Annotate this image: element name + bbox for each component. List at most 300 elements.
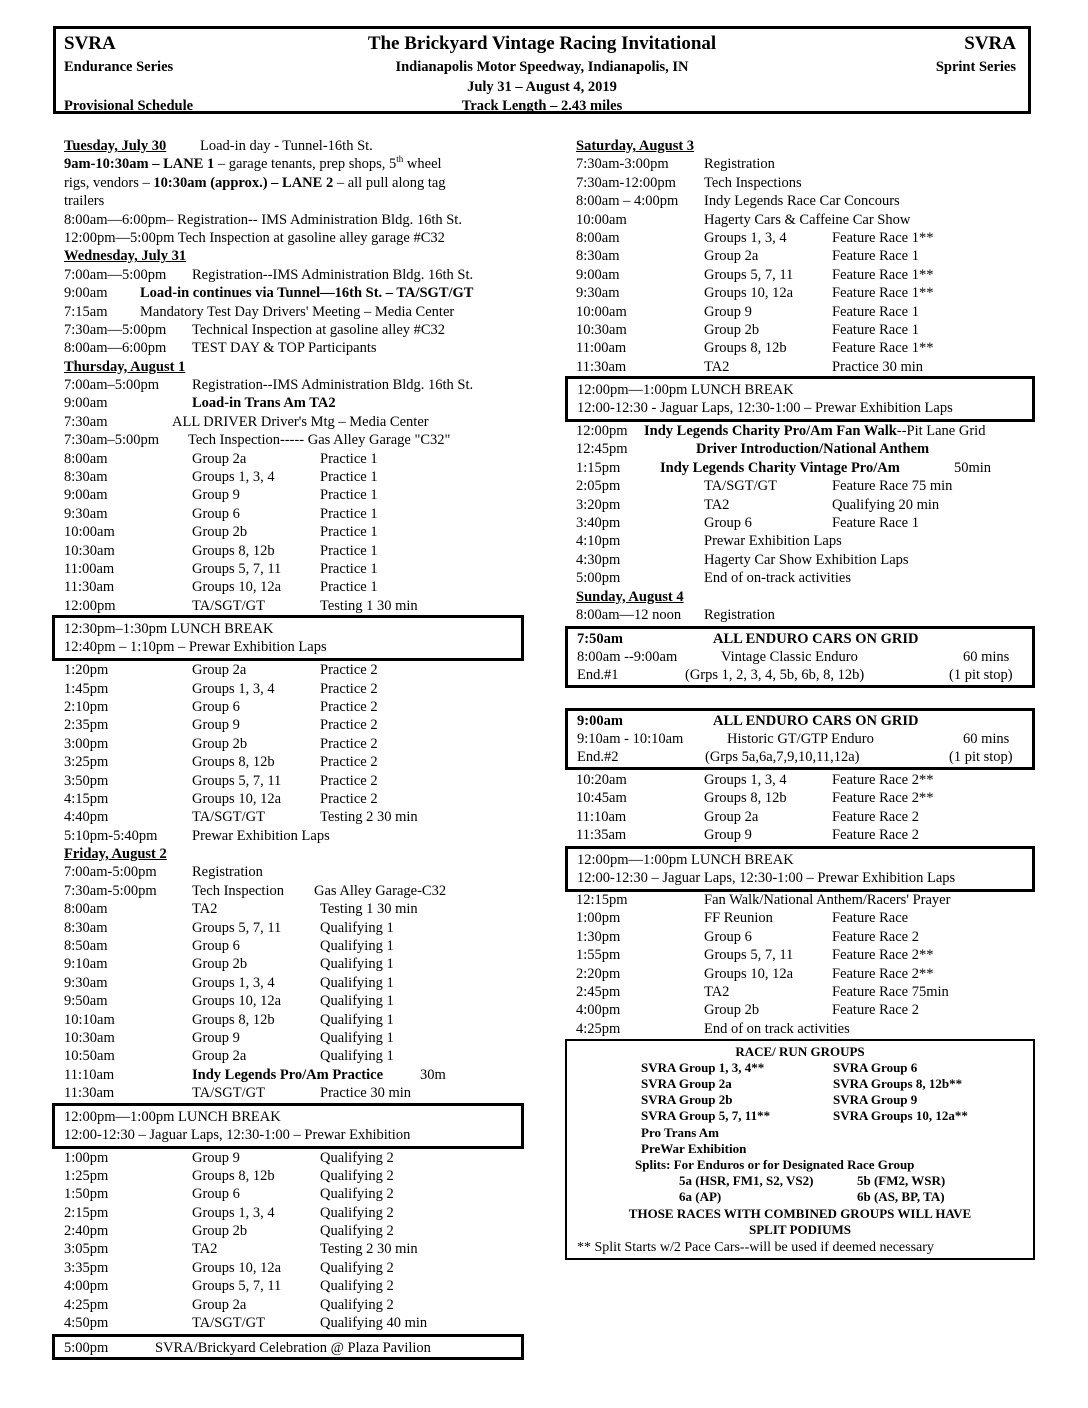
sunday-session-time: 2:20pm bbox=[576, 965, 621, 982]
thursday-session-session: Practice 1 bbox=[320, 450, 378, 467]
thursday-session-group: Groups 5, 7, 11 bbox=[192, 560, 282, 577]
sunday-session-session: Feature Race 75min bbox=[832, 983, 949, 1000]
wednesday-time: 8:00am—6:00pm bbox=[64, 340, 167, 357]
splits-label: Splits: For Enduros or for Designated Race Group bbox=[635, 1157, 915, 1172]
enduro1-grid-text: ALL ENDURO CARS ON GRID bbox=[713, 631, 919, 647]
friday-session-row bbox=[64, 900, 534, 918]
thursday-info-group: Registration--IMS Administration Bldg. 16th St. bbox=[192, 377, 474, 394]
saturday-session-group: Groups 10, 12a bbox=[704, 285, 794, 302]
friday-session-session: 30m bbox=[420, 1066, 446, 1083]
enduro2-duration: 60 mins bbox=[963, 731, 1010, 747]
friday-session-time: 1:25pm bbox=[64, 1167, 109, 1184]
thursday-session-time: 10:30am bbox=[64, 542, 115, 559]
friday-session-group: Groups 10, 12a bbox=[192, 993, 282, 1010]
saturday-session-row bbox=[576, 339, 1036, 357]
right-series-title: SVRA bbox=[964, 33, 1016, 54]
sunday-session-group: Group 2b bbox=[704, 1002, 760, 1019]
enduro2-name: Historic GT/GTP Enduro bbox=[727, 731, 874, 747]
friday-session-session: Qualifying 1 bbox=[320, 938, 394, 955]
thursday-session-group: Group 6 bbox=[192, 505, 240, 522]
friday-lunch-box bbox=[52, 1103, 524, 1149]
sunday-session-group: Group 2a bbox=[704, 808, 759, 825]
sunday-session-time: 11:35am bbox=[576, 827, 627, 844]
friday-session-group: Group 2a bbox=[192, 1048, 247, 1065]
saturday-session-time: 8:30am bbox=[576, 248, 620, 265]
thursday-info-group: Tech Inspection----- Gas Alley Garage "C32" bbox=[188, 432, 451, 449]
saturday-session-time: 8:00am bbox=[576, 229, 620, 246]
friday-session-time: 4:50pm bbox=[64, 1315, 109, 1332]
thursday-session-session: Practice 1 bbox=[320, 487, 378, 504]
friday-session-row bbox=[64, 1222, 534, 1240]
friday-session-group: Groups 5, 7, 11 bbox=[192, 919, 282, 936]
thursday-session-row bbox=[64, 753, 534, 771]
race-groups-title: RACE/ RUN GROUPS bbox=[735, 1044, 865, 1059]
friday-session-session: Qualifying 2 bbox=[320, 1278, 394, 1295]
thursday-session-group: Groups 1, 3, 4 bbox=[192, 680, 275, 697]
thursday-session-time: 9:00am bbox=[64, 487, 108, 504]
sunday-session-session: Feature Race 2 bbox=[832, 808, 919, 825]
saturday-session-row bbox=[576, 192, 1036, 210]
sunday-session-row bbox=[576, 909, 1036, 927]
saturday-session-group: Groups 8, 12b bbox=[704, 340, 787, 357]
thursday-session-group: Group 2a bbox=[192, 450, 247, 467]
saturday-session-row bbox=[576, 155, 1036, 173]
right-column bbox=[576, 137, 1036, 376]
celebration-time: 5:00pm bbox=[64, 1340, 109, 1356]
thursday-session-row bbox=[64, 560, 534, 578]
friday-info-group: Registration bbox=[192, 864, 263, 881]
sunday-session-group: End of on track activities bbox=[704, 1020, 850, 1037]
friday-session-group: Groups 1, 3, 4 bbox=[192, 974, 275, 991]
saturday-session-row bbox=[576, 284, 1036, 302]
friday-session-row bbox=[64, 1029, 534, 1047]
sunday-morning-races bbox=[576, 771, 1036, 845]
friday-session-session: Qualifying 1 bbox=[320, 919, 394, 936]
sunday-session-group: Groups 5, 7, 11 bbox=[704, 947, 794, 964]
saturday-session-time: 4:30pm bbox=[576, 551, 621, 568]
lane2-text: rigs, vendors – 10:30am (approx.) – LANE 2 – all pull along tag bbox=[64, 174, 446, 191]
sunday-session-row bbox=[576, 771, 1036, 789]
friday-session-session: Qualifying 1 bbox=[320, 1029, 394, 1046]
tuesday-note: Load-in day - Tunnel-16th St. bbox=[200, 138, 373, 154]
sunday-registration: Registration bbox=[704, 606, 775, 623]
proam-text: Indy Legends Charity Vintage Pro/Am bbox=[660, 459, 900, 476]
friday-session-time: 2:40pm bbox=[64, 1223, 109, 1240]
friday-session-time: 4:00pm bbox=[64, 1278, 109, 1295]
wednesday-row bbox=[64, 284, 534, 302]
friday-info-time: 7:00am-5:00pm bbox=[64, 864, 157, 881]
friday-session-time: 11:10am bbox=[64, 1066, 115, 1083]
thursday-session-session: Practice 1 bbox=[320, 560, 378, 577]
friday-session-session: Qualifying 1 bbox=[320, 1048, 394, 1065]
friday-session-group: Group 9 bbox=[192, 1029, 240, 1046]
enduro2-groups: (Grps 5a,6a,7,9,10,11,12a) bbox=[705, 749, 860, 765]
saturday-session-session: Feature Race 1** bbox=[832, 340, 934, 357]
intro-text: Driver Introduction/National Anthem bbox=[696, 441, 930, 458]
thursday-session-row bbox=[64, 578, 534, 596]
saturday-session-time: 9:30am bbox=[576, 285, 620, 302]
group-l2: SVRA Group 2a bbox=[641, 1076, 732, 1091]
thursday-session-time: 3:50pm bbox=[64, 772, 109, 789]
thursday-info-row bbox=[64, 376, 534, 394]
saturday-session-time: 5:00pm bbox=[576, 570, 621, 587]
saturday-session-group: Group 6 bbox=[704, 514, 752, 531]
friday-session-time: 8:50am bbox=[64, 938, 108, 955]
thursday-session-session: Practice 2 bbox=[320, 662, 378, 679]
wednesday-time: 7:00am—5:00pm bbox=[64, 266, 167, 283]
friday-session-row bbox=[64, 1240, 534, 1258]
wednesday-row bbox=[64, 339, 534, 357]
saturday-session-row bbox=[576, 532, 1036, 550]
lane2-row bbox=[64, 174, 534, 192]
group-r4: SVRA Groups 10, 12a** bbox=[833, 1108, 968, 1123]
friday-session-row bbox=[64, 1011, 534, 1029]
friday-session-session: Qualifying 2 bbox=[320, 1186, 394, 1203]
left-series-title: SVRA bbox=[64, 33, 116, 54]
event-venue: Indianapolis Motor Speedway, Indianapolis, IN bbox=[395, 59, 689, 75]
wednesday-time: 9:00am bbox=[64, 285, 108, 302]
saturday-session-row bbox=[576, 358, 1036, 376]
friday-session-session: Qualifying 2 bbox=[320, 1149, 394, 1166]
sunday-session-group: Groups 8, 12b bbox=[704, 790, 787, 807]
friday-session-row bbox=[64, 1204, 534, 1222]
friday-session-time: 4:25pm bbox=[64, 1296, 109, 1313]
friday-session-row bbox=[64, 1066, 534, 1084]
wednesday-group: Registration--IMS Administration Bldg. 16th St. bbox=[192, 266, 474, 283]
thursday-session-session: Practice 2 bbox=[320, 735, 378, 752]
friday-session-group: TA2 bbox=[192, 1241, 218, 1258]
saturday-session-row bbox=[576, 569, 1036, 587]
split-6a: 6a (AP) bbox=[679, 1189, 722, 1204]
friday-session-row bbox=[64, 1296, 534, 1314]
friday-session-time: 1:00pm bbox=[64, 1149, 109, 1166]
friday-session-session: Practice 30 min bbox=[320, 1085, 412, 1102]
saturday-session-row bbox=[576, 551, 1036, 569]
saturday-session-session: Feature Race 1 bbox=[832, 303, 919, 320]
wednesday-time: 7:15am bbox=[64, 303, 108, 320]
thursday-session-session: Practice 2 bbox=[320, 680, 378, 697]
saturday-session-session: Feature Race 75 min bbox=[832, 478, 953, 495]
thursday-info-time: 7:30am bbox=[64, 413, 108, 430]
friday-session-time: 9:30am bbox=[64, 974, 108, 991]
thursday-session-row bbox=[64, 523, 534, 541]
enduro1-duration: 60 mins bbox=[963, 649, 1010, 665]
saturday-session-row bbox=[576, 514, 1036, 532]
fanwalk-time: 12:00pm bbox=[576, 423, 628, 439]
friday-session-session: Qualifying 2 bbox=[320, 1259, 394, 1276]
saturday-session-group: Indy Legends Race Car Concours bbox=[704, 193, 900, 210]
sunday-session-row bbox=[576, 946, 1036, 964]
friday-session-group: Group 6 bbox=[192, 938, 240, 955]
friday-info-row bbox=[64, 882, 534, 900]
friday-session-time: 10:50am bbox=[64, 1048, 115, 1065]
sunday-session-session: Feature Race 2** bbox=[832, 947, 934, 964]
thursday-session-group: Group 9 bbox=[192, 487, 240, 504]
lane3-text: trailers bbox=[64, 193, 105, 210]
sunday-session-row bbox=[576, 965, 1036, 983]
saturday-session-group: TA/SGT/GT bbox=[704, 478, 777, 495]
friday-session-session: Testing 1 30 min bbox=[320, 901, 418, 918]
enduro1-pitstop: (1 pit stop) bbox=[949, 667, 1013, 683]
right-column-afternoon bbox=[576, 422, 1036, 624]
sunday-session-row bbox=[576, 1020, 1036, 1038]
thursday-session-group: Group 6 bbox=[192, 698, 240, 715]
enduro1-groups: (Grps 1, 2, 3, 4, 5b, 6b, 8, 12b) bbox=[685, 667, 865, 683]
wednesday-row bbox=[64, 266, 534, 284]
saturday-session-group: Group 9 bbox=[704, 303, 752, 320]
wednesday-time: 7:30am—5:00pm bbox=[64, 321, 167, 338]
thursday-session-session: Practice 2 bbox=[320, 717, 378, 734]
friday-session-group: Groups 10, 12a bbox=[192, 1259, 282, 1276]
sunday-session-time: 10:20am bbox=[576, 772, 627, 788]
friday-session-row bbox=[64, 974, 534, 992]
saturday-session-group: Group 2a bbox=[704, 248, 759, 265]
friday-session-group: Groups 8, 12b bbox=[192, 1167, 275, 1184]
sunday-session-group: Group 6 bbox=[704, 928, 752, 945]
thursday-session-group: Groups 1, 3, 4 bbox=[192, 469, 275, 486]
lane1-text: 9am-10:30am – LANE 1 – garage tenants, prep shops, 5th wheel bbox=[64, 154, 442, 173]
sunday-session-row bbox=[576, 891, 1036, 909]
thursday-session-row bbox=[64, 808, 534, 826]
saturday-session-row bbox=[576, 266, 1036, 284]
friday-session-row bbox=[64, 1277, 534, 1295]
friday-session-group: Group 6 bbox=[192, 1186, 240, 1203]
saturday-session-group: TA2 bbox=[704, 358, 730, 375]
friday-session-group: TA2 bbox=[192, 901, 218, 918]
sunday-session-row bbox=[576, 826, 1036, 844]
thursday-info-group: Load-in Trans Am TA2 bbox=[192, 395, 336, 412]
saturday-session-row bbox=[576, 229, 1036, 247]
right-series-subtitle: Sprint Series bbox=[935, 59, 1016, 75]
saturday-session-group: Tech Inspections bbox=[704, 174, 802, 191]
friday-session-session: Qualifying 2 bbox=[320, 1204, 394, 1221]
friday-session-row bbox=[64, 1149, 534, 1167]
saturday-session-group: Group 2b bbox=[704, 321, 760, 338]
saturday-session-group: Prewar Exhibition Laps bbox=[704, 533, 842, 550]
sunday-session-row bbox=[576, 983, 1036, 1001]
friday-session-group: TA/SGT/GT bbox=[192, 1315, 265, 1332]
sunday-session-group: Groups 10, 12a bbox=[704, 965, 794, 982]
provisional-schedule-label: Provisional Schedule bbox=[64, 98, 194, 114]
thursday-session-group: TA/SGT/GT bbox=[192, 809, 265, 826]
friday-session-row bbox=[64, 1167, 534, 1185]
split-starts-note: ** Split Starts w/2 Pace Cars--will be used if deemed necessary bbox=[577, 1240, 934, 1255]
saturday-session-time: 7:30am-12:00pm bbox=[576, 174, 676, 191]
wednesday-heading: Wednesday, July 31 bbox=[64, 248, 187, 265]
wednesday-group: Technical Inspection at gasoline alley #C32 bbox=[192, 321, 446, 338]
lane1-row bbox=[64, 155, 534, 173]
sunday-lunch-box bbox=[565, 846, 1035, 892]
friday-session-time: 3:35pm bbox=[64, 1259, 109, 1276]
thursday-session-session: Practice 1 bbox=[320, 505, 378, 522]
friday-session-session: Qualifying 2 bbox=[320, 1167, 394, 1184]
saturday-session-row bbox=[576, 321, 1036, 339]
thursday-info-row bbox=[64, 394, 534, 412]
wednesday-group: Mandatory Test Day Drivers' Meeting – Media Center bbox=[140, 303, 455, 320]
wednesday-row bbox=[64, 321, 534, 339]
friday-session-group: Groups 8, 12b bbox=[192, 1011, 275, 1028]
thursday-session-group: Groups 5, 7, 11 bbox=[192, 772, 282, 789]
thursday-session-session: Practice 1 bbox=[320, 542, 378, 559]
thursday-session-group: Prewar Exhibition Laps bbox=[192, 827, 330, 844]
saturday-session-time: 4:10pm bbox=[576, 533, 621, 550]
saturday-session-group: Registration bbox=[704, 156, 775, 173]
friday-session-session: Testing 2 30 min bbox=[320, 1241, 418, 1258]
thursday-session-row bbox=[64, 827, 534, 845]
sunday-afternoon-races bbox=[576, 891, 1036, 1038]
friday-session-row bbox=[64, 1047, 534, 1065]
sunday-session-session: Feature Race 2 bbox=[832, 1002, 919, 1019]
enduro2-pitstop: (1 pit stop) bbox=[949, 749, 1013, 765]
friday-session-session: Qualifying 1 bbox=[320, 1011, 394, 1028]
wednesday-group: Load-in continues via Tunnel—16th St. – TA/SGT/GT bbox=[140, 285, 474, 302]
thursday-session-group: TA/SGT/GT bbox=[192, 597, 265, 614]
sunday-session-row bbox=[576, 789, 1036, 807]
saturday-session-time: 10:00am bbox=[576, 211, 627, 228]
thursday-session-group: Group 2b bbox=[192, 735, 248, 752]
event-dates: July 31 – August 4, 2019 bbox=[467, 79, 617, 95]
thursday-session-row bbox=[64, 790, 534, 808]
enduro2-box bbox=[565, 708, 1035, 770]
thursday-session-group: Groups 10, 12a bbox=[192, 790, 282, 807]
thursday-session-session: Practice 2 bbox=[320, 772, 378, 789]
saturday-session-row bbox=[576, 496, 1036, 514]
thursday-session-group: Group 9 bbox=[192, 717, 240, 734]
thursday-info-time: 9:00am bbox=[64, 395, 108, 412]
sunday-session-time: 4:25pm bbox=[576, 1020, 621, 1037]
friday-session-session: Qualifying 40 min bbox=[320, 1315, 428, 1332]
friday-session-session: Qualifying 1 bbox=[320, 974, 394, 991]
friday-info-row bbox=[64, 863, 534, 881]
thursday-session-time: 5:10pm-5:40pm bbox=[64, 827, 158, 844]
friday-session-row bbox=[64, 1259, 534, 1277]
thursday-session-session: Testing 1 30 min bbox=[320, 597, 418, 614]
friday-session-row bbox=[64, 955, 534, 973]
sunday-session-row bbox=[576, 928, 1036, 946]
friday-session-row bbox=[64, 992, 534, 1010]
split-5a: 5a (HSR, FM1, S2, VS2) bbox=[679, 1173, 814, 1188]
thursday-lunch-box bbox=[52, 615, 524, 661]
thursday-session-row bbox=[64, 698, 534, 716]
tuesday-heading-row bbox=[64, 137, 534, 155]
saturday-session-time: 11:30am bbox=[576, 358, 627, 375]
friday-session-session: Qualifying 1 bbox=[320, 993, 394, 1010]
wednesday-group: TEST DAY & TOP Participants bbox=[192, 340, 377, 357]
saturday-session-time: 3:40pm bbox=[576, 514, 621, 531]
group-l3: SVRA Group 2b bbox=[641, 1092, 733, 1107]
thursday-session-row bbox=[64, 542, 534, 560]
thursday-session-row bbox=[64, 716, 534, 734]
friday-session-time: 2:15pm bbox=[64, 1204, 109, 1221]
saturday-lunch-line1: 12:00pm—1:00pm LUNCH BREAK bbox=[577, 382, 794, 398]
thursday-session-group: Groups 10, 12a bbox=[192, 579, 282, 596]
thursday-session-session: Practice 2 bbox=[320, 754, 378, 771]
sunday-session-time: 11:10am bbox=[576, 808, 627, 825]
tuesday-tech: 12:00pm—5:00pm Tech Inspection at gasoline alley garage #C32 bbox=[64, 229, 445, 246]
friday-session-group: Groups 5, 7, 11 bbox=[192, 1278, 282, 1295]
enduro2-grid-text: ALL ENDURO CARS ON GRID bbox=[713, 713, 919, 729]
thursday-session-row bbox=[64, 680, 534, 698]
thursday-session-time: 2:35pm bbox=[64, 717, 109, 734]
group-l1: SVRA Group 1, 3, 4** bbox=[641, 1060, 765, 1075]
celebration-text: SVRA/Brickyard Celebration @ Plaza Pavilion bbox=[155, 1340, 431, 1356]
saturday-session-session: Feature Race 1 bbox=[832, 321, 919, 338]
friday-session-session: Qualifying 2 bbox=[320, 1223, 394, 1240]
sunday-session-group: FF Reunion bbox=[704, 910, 773, 927]
saturday-session-session: Feature Race 1** bbox=[832, 285, 934, 302]
saturday-session-row bbox=[576, 247, 1036, 265]
wednesday-row bbox=[64, 303, 534, 321]
saturday-session-time: 9:00am bbox=[576, 266, 620, 283]
left-series-subtitle: Endurance Series bbox=[64, 59, 174, 75]
sunday-session-time: 12:15pm bbox=[576, 892, 628, 908]
friday-session-session: Qualifying 2 bbox=[320, 1296, 394, 1313]
enduro1-label: End.#1 bbox=[577, 667, 619, 683]
thursday-info-row bbox=[64, 431, 534, 449]
thursday-session-session: Practice 1 bbox=[320, 579, 378, 596]
schedule-header bbox=[53, 26, 1031, 114]
thursday-session-row bbox=[64, 486, 534, 504]
combined-groups-line1: THOSE RACES WITH COMBINED GROUPS WILL HAVE bbox=[628, 1206, 972, 1221]
enduro2-label: End.#2 bbox=[577, 749, 619, 765]
enduro2-grid-time: 9:00am bbox=[577, 713, 623, 729]
sunday-heading: Sunday, August 4 bbox=[576, 588, 684, 605]
sunday-session-session: Feature Race 2** bbox=[832, 772, 934, 788]
race-groups-box bbox=[565, 1039, 1035, 1260]
friday-session-time: 8:00am bbox=[64, 901, 108, 918]
thursday-session-session: Testing 2 30 min bbox=[320, 809, 418, 826]
saturday-lunch-line2: 12:00-12:30 - Jaguar Laps, 12:30-1:00 – Prewar Exhibition Laps bbox=[577, 400, 953, 416]
tuesday-registration: 8:00am—6:00pm– Registration-- IMS Administration Bldg. 16th St. bbox=[64, 211, 462, 228]
group-r3: SVRA Group 9 bbox=[833, 1092, 918, 1107]
intro-time: 12:45pm bbox=[576, 441, 628, 458]
thursday-session-row bbox=[64, 735, 534, 753]
saturday-session-group: TA2 bbox=[704, 496, 730, 513]
friday-session-group: Group 2b bbox=[192, 956, 248, 973]
sunday-session-session: Feature Race 2** bbox=[832, 965, 934, 982]
saturday-session-time: 10:00am bbox=[576, 303, 627, 320]
thursday-session-group: Group 2b bbox=[192, 524, 248, 541]
saturday-session-group: Hagerty Cars & Caffeine Car Show bbox=[704, 211, 911, 228]
enduro1-box bbox=[565, 626, 1035, 688]
group-l5: Pro Trans Am bbox=[641, 1125, 720, 1140]
friday-session-time: 11:30am bbox=[64, 1085, 115, 1102]
saturday-lunch-box bbox=[565, 376, 1035, 422]
thursday-session-row bbox=[64, 597, 534, 615]
thursday-session-time: 3:00pm bbox=[64, 735, 109, 752]
split-6b: 6b (AS, BP, TA) bbox=[857, 1189, 945, 1204]
saturday-session-time: 7:30am-3:00pm bbox=[576, 156, 669, 173]
thursday-session-time: 8:30am bbox=[64, 469, 108, 486]
saturday-session-time: 10:30am bbox=[576, 321, 627, 338]
thursday-session-time: 1:20pm bbox=[64, 662, 109, 679]
thursday-info-row bbox=[64, 413, 534, 431]
sunday-registration-time: 8:00am—12 noon bbox=[576, 606, 682, 623]
thursday-info-time: 7:30am–5:00pm bbox=[64, 432, 160, 449]
thursday-info-group: ALL DRIVER Driver's Mtg – Media Center bbox=[172, 413, 429, 430]
friday-session-time: 9:10am bbox=[64, 956, 108, 973]
saturday-session-row bbox=[576, 174, 1036, 192]
thursday-session-time: 2:10pm bbox=[64, 698, 109, 715]
friday-info-session: Gas Alley Garage-C32 bbox=[314, 882, 447, 899]
friday-lunch-line2: 12:00-12:30 – Jaguar Laps, 12:30-1:00 – Prewar Exhibition bbox=[64, 1127, 411, 1143]
friday-session-group: Group 2a bbox=[192, 1296, 247, 1313]
split-5b: 5b (FM2, WSR) bbox=[857, 1173, 946, 1188]
saturday-session-session: Feature Race 1** bbox=[832, 229, 934, 246]
sunday-session-group: Group 9 bbox=[704, 827, 752, 844]
thursday-session-time: 4:15pm bbox=[64, 790, 109, 807]
sunday-session-time: 1:30pm bbox=[576, 928, 621, 945]
